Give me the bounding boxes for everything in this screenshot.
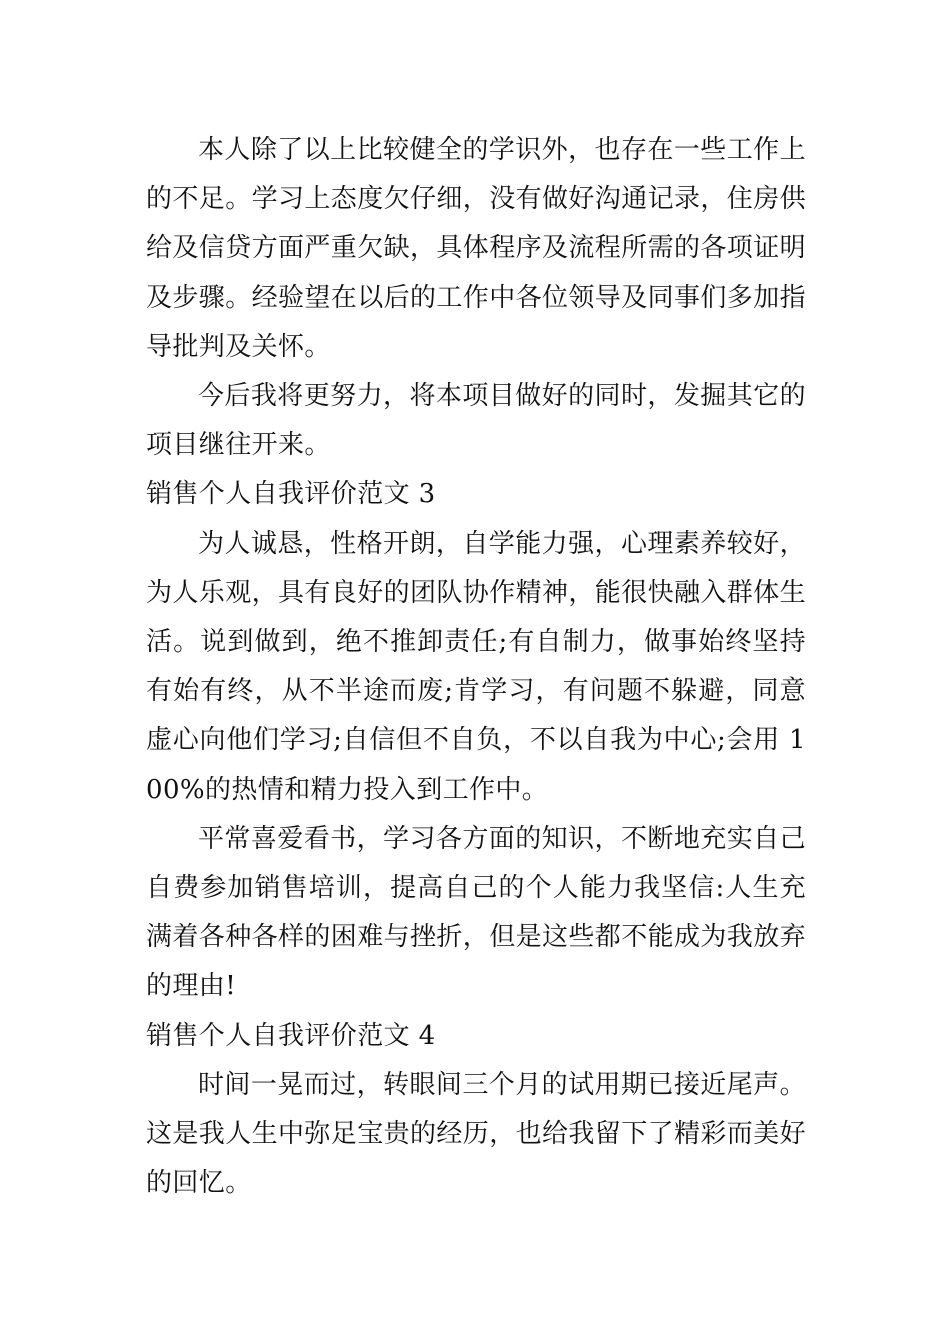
section-heading-3: 销售个人自我评价范文 3 bbox=[146, 479, 436, 510]
paragraph-hobbies: 平常喜爱看书，学习各方面的知识，不断地充实自己自费参加销售培训，提高自己的个人能力我坚信:人生充满着各种各样的困难与挫折，但是这些都不能成为我放弃的理由! bbox=[146, 823, 807, 1002]
paragraph-personality: 为人诚恳，性格开朗，自学能力强，心理素养较好，为人乐观，具有良好的团队协作精神，能很快融入群体生活。说到做到，绝不推卸责任;有自制力，做事始终坚持有始有终，从不半途而废;肯学习，有问题不躲避，同意虚心向他们学习;自信但不自负，不以自我为中心;会用 100%的热情和精力投入到工作中。 bbox=[146, 528, 807, 805]
paragraph-probation: 时间一晃而过，转眼间三个月的试用期已接近尾声。这是我人生中弥足宝贵的经历，也给我留下了精彩而美好的回忆。 bbox=[146, 1069, 807, 1199]
section-heading-4: 销售个人自我评价范文 4 bbox=[146, 1020, 436, 1051]
paragraph-future-plan: 今后我将更努力，将本项目做好的同时，发掘其它的项目继往开来。 bbox=[146, 381, 806, 461]
document-page bbox=[146, 126, 806, 1208]
paragraph-shortcomings: 本人除了以上比较健全的学识外，也存在一些工作上的不足。学习上态度欠仔细，没有做好沟通记录，住房供给及信贷方面严重欠缺，具体程序及流程所需的各项证明及步骤。经验望在以后的工作中各位领导及同事们多加指导批判及关怀。 bbox=[146, 135, 807, 362]
